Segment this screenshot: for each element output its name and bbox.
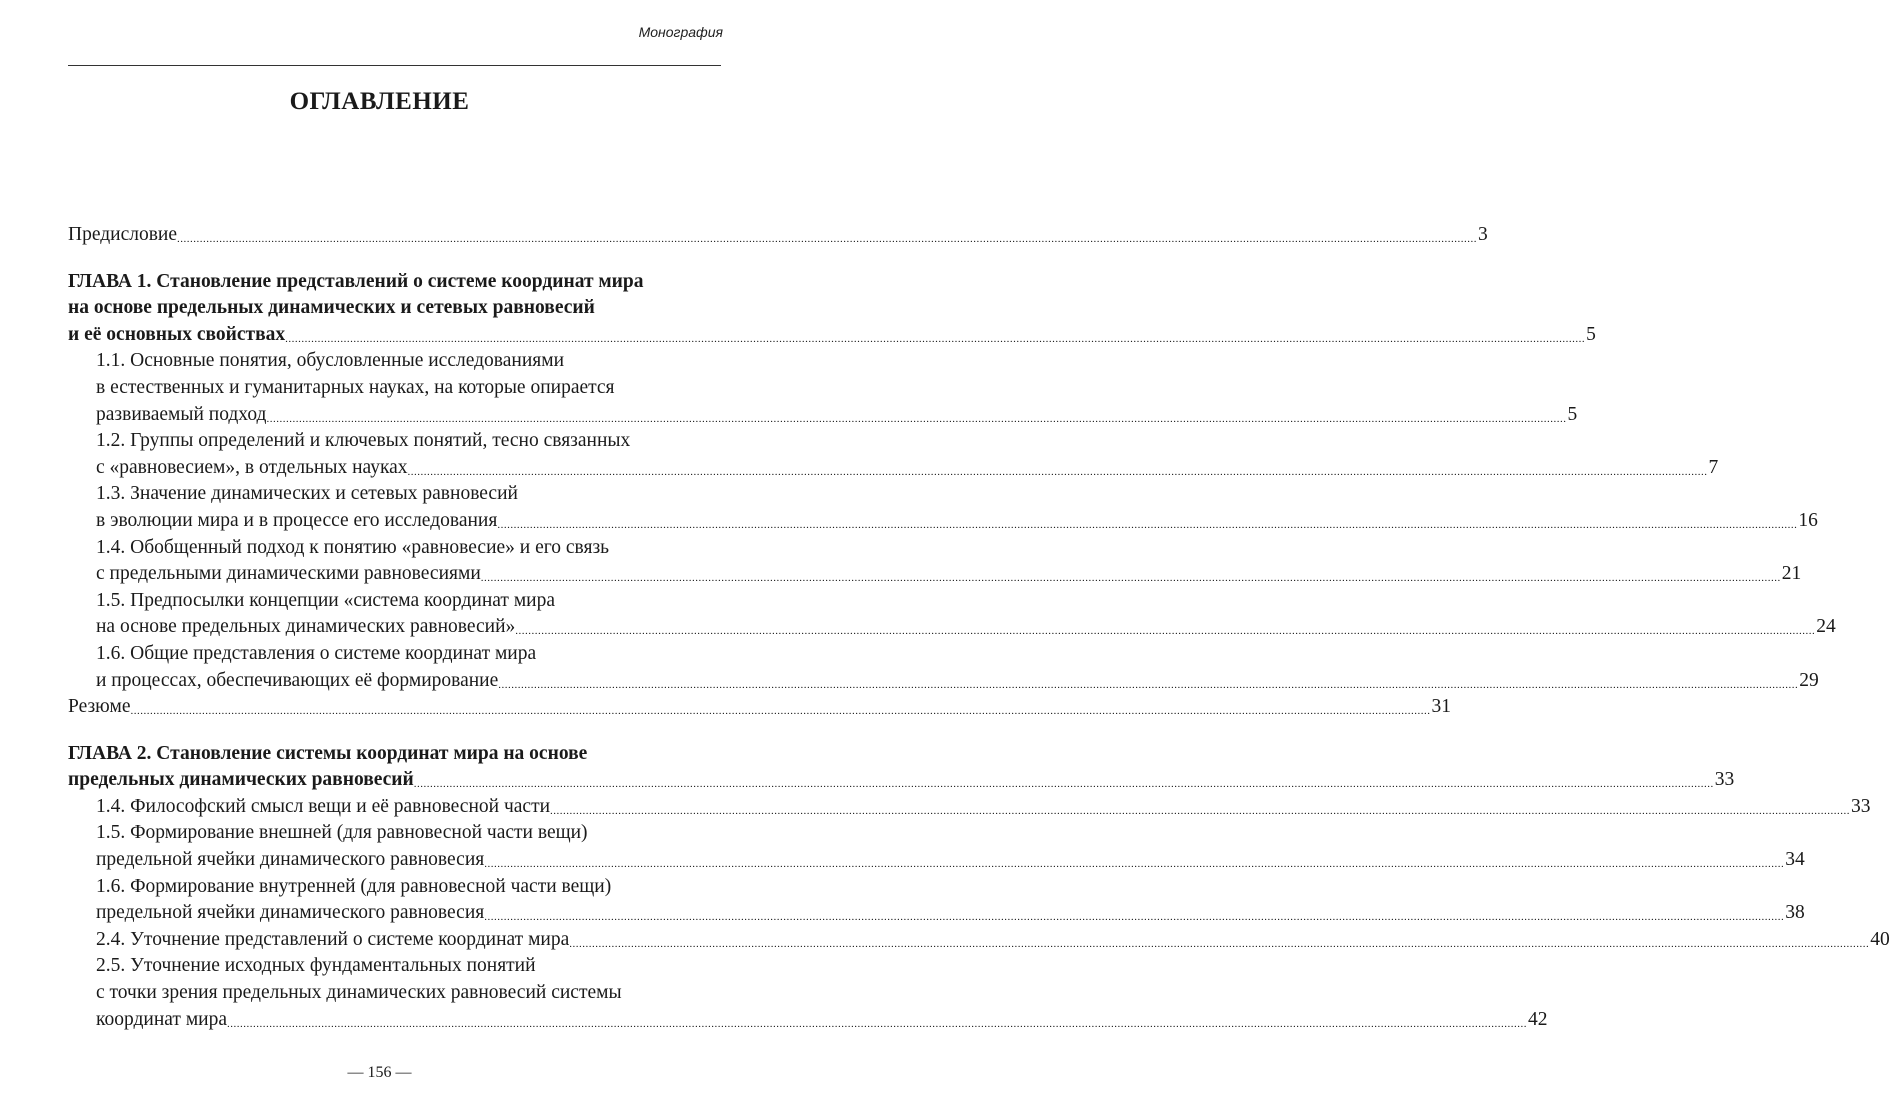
leader-dots: ................................................................................................................................................................................................................................................................................................................................................................................................................ [497, 518, 1798, 531]
toc-line [68, 900, 1805, 927]
toc-line [68, 794, 1871, 821]
toc-page-number: 16 [1798, 509, 1818, 531]
toc-page-number: 5 [1586, 323, 1596, 345]
toc-entry-text: Резюме [68, 696, 131, 718]
toc-line [68, 847, 1805, 874]
toc-entry-text: и её основных свойствах [68, 323, 286, 345]
toc-entry-text: в естественных и гуманитарных науках, на которые опирается [96, 376, 615, 398]
toc-entry-text: развиваемый подход [96, 403, 267, 425]
toc-entry-text: 2.4. Уточнение представлений о системе координат мира [96, 928, 570, 950]
table-of-contents [68, 222, 1890, 1033]
toc-page-number: 33 [1714, 769, 1735, 791]
header-rule [68, 65, 721, 66]
leader-dots: ................................................................................................................................................................................................................................................................................................................................................................................................................ [550, 804, 1851, 817]
toc-entry-text: 1.5. Формирование внешней (для равновесной части вещи) [96, 822, 588, 844]
toc-entry[interactable] [68, 820, 1805, 873]
running-title: Монография [638, 24, 723, 40]
toc-entry-text: ГЛАВА 1. Становление представлений о системе координат мира [68, 270, 644, 292]
toc-entry-text: 1.6. Общие представления о системе координат мира [96, 642, 537, 664]
toc-chapter-entry[interactable] [68, 741, 1735, 794]
leader-dots: ................................................................................................................................................................................................................................................................................................................................................................................................................ [407, 465, 1708, 478]
leader-dots: ................................................................................................................................................................................................................................................................................................................................................................................................................ [484, 911, 1785, 924]
toc-entry-text: 1.4. Обобщенный подход к понятию «равновесие» и его связь [96, 536, 610, 558]
toc-page-number: 34 [1785, 849, 1805, 871]
toc-entry[interactable] [68, 348, 1578, 428]
toc-entry-text: 1.1. Основные понятия, обусловленные исследованиями [96, 350, 565, 372]
toc-entry-text: на основе предельных динамических равновесий» [96, 616, 516, 638]
toc-line [68, 953, 714, 980]
toc-entry-text: в эволюции мира и в процессе его исследования [96, 509, 498, 531]
toc-line [68, 741, 714, 768]
toc-entry-text: 1.6. Формирование внутренней (для равновесной части вещи) [96, 875, 612, 897]
toc-entry-text: Предисловие [68, 224, 178, 245]
toc-line [68, 402, 1578, 429]
toc-line [68, 428, 714, 455]
toc-entry-text: 1.5. Предпосылки концепции «система координат мира [96, 589, 556, 611]
toc-line [68, 980, 714, 1007]
toc-entry-text: с «равновесием», в отдельных науках [96, 456, 408, 478]
leader-dots: ................................................................................................................................................................................................................................................................................................................................................................................................................ [498, 678, 1799, 691]
leader-dots: ................................................................................................................................................................................................................................................................................................................................................................................................................ [484, 858, 1785, 871]
toc-line [68, 375, 714, 402]
toc-page-number: 24 [1816, 616, 1836, 638]
leader-dots: ................................................................................................................................................................................................................................................................................................................................................................................................................ [130, 705, 1431, 718]
toc-entry[interactable] [68, 535, 1802, 588]
toc-entry-text: 1.4. Философский смысл вещи и её равновесной части [96, 795, 551, 817]
toc-entry-text: 2.5. Уточнение исходных фундаментальных понятий [96, 955, 536, 977]
toc-line [68, 927, 1890, 954]
toc-page-number: 42 [1528, 1008, 1548, 1030]
toc-page-number: 33 [1851, 795, 1871, 817]
leader-dots: ................................................................................................................................................................................................................................................................................................................................................................................................................ [413, 778, 1714, 791]
toc-entry[interactable] [68, 694, 1451, 721]
toc-line [68, 508, 1818, 535]
toc-entry[interactable] [68, 588, 1836, 641]
toc-entry[interactable] [68, 953, 1548, 1033]
toc-line [68, 481, 714, 508]
toc-entry[interactable] [68, 874, 1805, 927]
toc-entry-text: и процессах, обеспечивающих её формирование [96, 669, 499, 691]
toc-line [68, 269, 714, 296]
leader-dots: ................................................................................................................................................................................................................................................................................................................................................................................................................ [480, 572, 1781, 585]
toc-entry-text: предельных динамических равновесий [68, 769, 414, 791]
toc-line [68, 455, 1719, 482]
leader-dots: ................................................................................................................................................................................................................................................................................................................................................................................................................ [569, 937, 1870, 950]
toc-entry-text: координат мира [96, 1008, 227, 1030]
toc-page-number: 5 [1567, 403, 1578, 425]
page-title: ОГЛАВЛЕНИЕ [289, 88, 470, 115]
toc-line [68, 668, 1819, 695]
toc-chapter-entry[interactable] [68, 269, 1596, 349]
toc-line [68, 348, 714, 375]
toc-entry[interactable] [68, 794, 1871, 821]
leader-dots: ................................................................................................................................................................................................................................................................................................................................................................................................................ [266, 412, 1567, 425]
toc-entry-text: с предельными динамическими равновесиями [96, 563, 481, 585]
toc-page-number: 40 [1870, 928, 1890, 950]
leader-dots: ................................................................................................................................................................................................................................................................................................................................................................................................................ [515, 625, 1816, 638]
toc-entry-text: 1.3. Значение динамических и сетевых равновесий [96, 483, 518, 505]
toc-entry-text: предельной ячейки динамического равновесия [96, 849, 485, 871]
toc-line [68, 614, 1836, 641]
toc-entry-text: предельной ячейки динамического равновесия [96, 902, 485, 924]
toc-entry[interactable] [68, 927, 1890, 954]
toc-line [68, 1007, 1548, 1034]
toc-line [68, 222, 1488, 249]
toc-entry[interactable] [68, 428, 1719, 481]
toc-entry[interactable] [68, 481, 1818, 534]
toc-entry[interactable] [68, 641, 1819, 694]
toc-page-number: 38 [1785, 902, 1805, 924]
toc-page-number: 7 [1708, 456, 1719, 478]
page-number: — 156 — [347, 1064, 412, 1081]
toc-entry-text: на основе предельных динамических и сетевых равновесий [68, 297, 595, 319]
toc-entry[interactable] [68, 222, 1488, 249]
leader-dots: ................................................................................................................................................................................................................................................................................................................................................................................................................ [177, 233, 1478, 245]
leader-dots: ................................................................................................................................................................................................................................................................................................................................................................................................................ [227, 1017, 1527, 1030]
toc-page-number: 21 [1781, 563, 1802, 585]
toc-line [68, 295, 714, 322]
toc-page-number: 29 [1799, 669, 1819, 691]
leader-dots: ................................................................................................................................................................................................................................................................................................................................................................................................................ [285, 332, 1586, 345]
toc-line [68, 561, 1802, 588]
toc-line [68, 767, 1735, 794]
toc-entry-text: с точки зрения предельных динамических равновесий системы [96, 982, 622, 1004]
toc-entry-text: ГЛАВА 2. Становление системы координат мира на основе [68, 742, 588, 764]
toc-line [68, 694, 1451, 721]
toc-line [68, 322, 1596, 349]
toc-page-number: 3 [1478, 224, 1488, 245]
toc-line [68, 820, 714, 847]
toc-page-number: 31 [1431, 696, 1451, 718]
toc-entry-text: 1.2. Группы определений и ключевых понятий, тесно связанных [96, 430, 631, 452]
